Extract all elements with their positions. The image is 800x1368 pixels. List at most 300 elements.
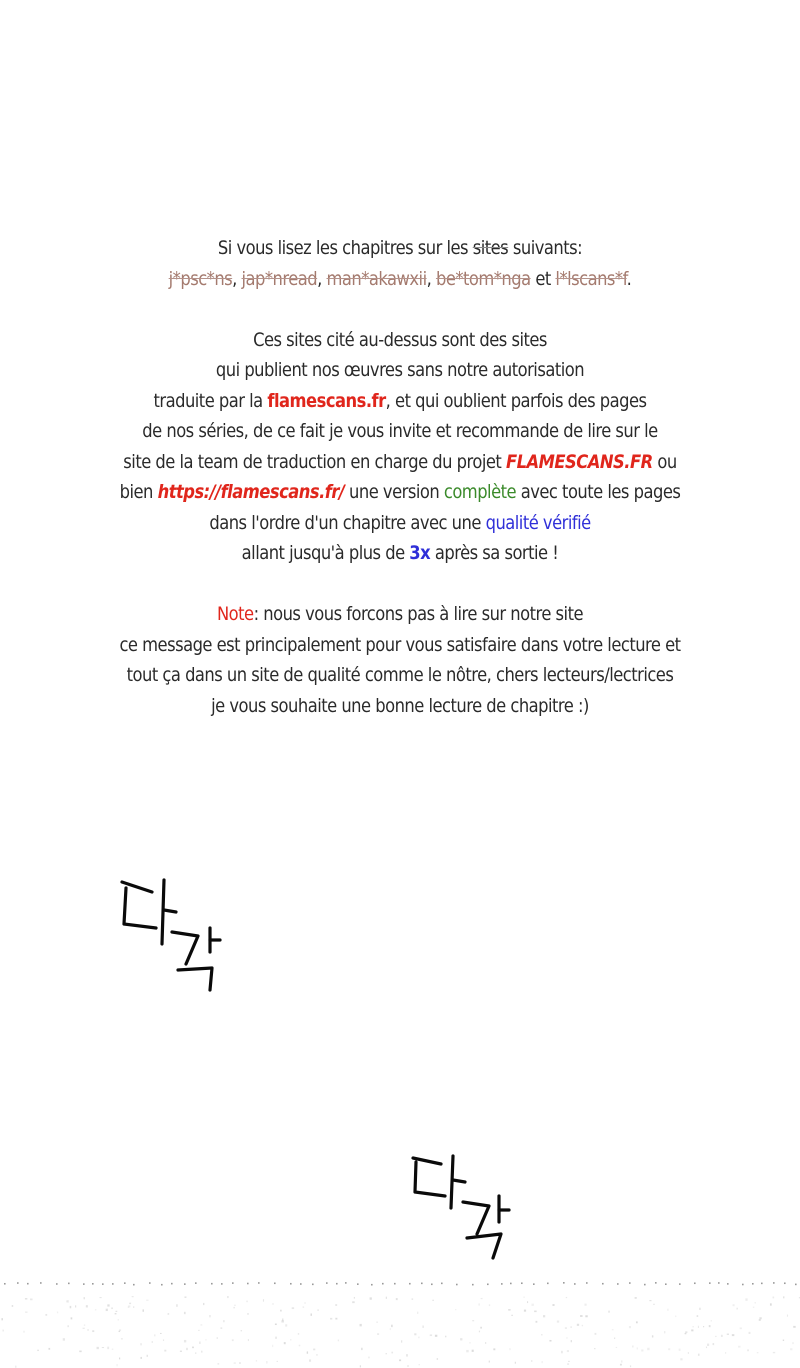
noise-dot bbox=[469, 1342, 471, 1343]
noise-dot bbox=[770, 1303, 772, 1305]
noise-dot bbox=[629, 1282, 631, 1284]
noise-dot bbox=[479, 1303, 480, 1305]
noise-dot bbox=[370, 1297, 372, 1299]
notice-line-3: Ces sites cité au-dessus sont des sites bbox=[253, 328, 547, 351]
noise-dot bbox=[534, 1311, 536, 1313]
noise-dot bbox=[709, 1282, 711, 1284]
noise-dot bbox=[149, 1282, 151, 1284]
blocked-site-2: jap*nread bbox=[241, 267, 318, 290]
noise-dot bbox=[435, 1335, 437, 1337]
noise-dot bbox=[754, 1302, 756, 1303]
noise-dot bbox=[117, 1364, 118, 1366]
noise-dot bbox=[232, 1282, 234, 1284]
noise-dot bbox=[430, 1334, 432, 1336]
noise-dot bbox=[595, 1333, 597, 1335]
noise-dot bbox=[493, 1348, 495, 1350]
noise-dot bbox=[542, 1361, 543, 1363]
noise-dot bbox=[180, 1351, 182, 1352]
noise-dot bbox=[759, 1317, 761, 1319]
noise-dot bbox=[241, 1330, 242, 1331]
noise-dot bbox=[354, 1297, 355, 1299]
noise-dot bbox=[330, 1318, 332, 1320]
notice-text: : nous vous forcons pas à lire sur notre site bbox=[253, 603, 584, 625]
noise-dot bbox=[721, 1335, 723, 1337]
noise-dot bbox=[84, 1324, 85, 1326]
noise-dot bbox=[107, 1304, 109, 1306]
noise-dot bbox=[423, 1326, 424, 1328]
noise-dot bbox=[192, 1347, 194, 1349]
noise-dot bbox=[2, 1330, 4, 1332]
noise-dot bbox=[586, 1282, 588, 1284]
noise-dot bbox=[715, 1336, 716, 1337]
noise-dot bbox=[577, 1324, 579, 1326]
notice-text: bien bbox=[119, 481, 158, 503]
noise-dot bbox=[184, 1283, 186, 1285]
noise-dot bbox=[432, 1300, 434, 1301]
noise-dot bbox=[552, 1304, 554, 1306]
noise-dot bbox=[692, 1326, 694, 1327]
noise-dot bbox=[338, 1340, 339, 1342]
noise-dot bbox=[501, 1283, 503, 1285]
noise-dot bbox=[675, 1316, 676, 1318]
noise-dot bbox=[541, 1334, 542, 1335]
noise-dot bbox=[48, 1348, 50, 1350]
noise-dot bbox=[1, 1318, 2, 1320]
sound-effect-drawing bbox=[112, 872, 232, 997]
noise-dot bbox=[37, 1350, 39, 1351]
noise-dot bbox=[437, 1358, 438, 1360]
noise-dot bbox=[184, 1297, 186, 1298]
noise-dot bbox=[376, 1322, 378, 1323]
sound-effect-2 bbox=[403, 1146, 523, 1271]
noise-dot bbox=[688, 1352, 689, 1353]
noise-dot bbox=[234, 1363, 236, 1364]
noise-dot bbox=[221, 1283, 223, 1285]
noise-dot bbox=[412, 1298, 414, 1299]
notice-line-6: de nos séries, de ce fait je vous invite et recommande de lire sur le bbox=[142, 420, 658, 442]
noise-dot bbox=[290, 1339, 291, 1341]
noise-dot bbox=[275, 1324, 277, 1325]
blocked-site-4: be*tom*nga bbox=[435, 267, 531, 290]
noise-dot bbox=[160, 1333, 161, 1334]
noise-dot bbox=[56, 1283, 58, 1285]
noise-dot bbox=[317, 1310, 319, 1311]
noise-dot bbox=[133, 1306, 134, 1307]
noise-dot bbox=[401, 1340, 402, 1342]
noise-dot bbox=[585, 1315, 587, 1317]
notice-line-10 bbox=[56, 538, 744, 569]
noise-dot bbox=[285, 1324, 287, 1326]
noise-dot bbox=[629, 1326, 631, 1328]
noise-dot bbox=[23, 1331, 25, 1333]
noise-dot bbox=[487, 1283, 489, 1285]
noise-dot bbox=[152, 1341, 153, 1342]
noise-dot bbox=[292, 1307, 294, 1309]
noise-dot bbox=[87, 1329, 89, 1330]
noise-dot bbox=[679, 1283, 681, 1285]
noise-dot bbox=[653, 1304, 654, 1305]
noise-dot bbox=[217, 1337, 218, 1338]
noise-dot bbox=[84, 1297, 85, 1299]
noise-dot bbox=[121, 1338, 123, 1339]
noise-dot bbox=[749, 1332, 751, 1334]
noise-dot bbox=[727, 1334, 729, 1335]
noise-dot bbox=[543, 1315, 545, 1317]
noise-dot bbox=[621, 1360, 622, 1362]
noise-dot bbox=[795, 1284, 797, 1286]
noise-dot bbox=[733, 1304, 735, 1306]
noise-dot bbox=[106, 1309, 108, 1311]
noise-dot bbox=[201, 1324, 203, 1325]
noise-dot bbox=[472, 1284, 474, 1286]
noise-dot bbox=[248, 1339, 249, 1341]
noise-dot bbox=[515, 1362, 516, 1364]
noise-dot bbox=[531, 1304, 533, 1306]
noise-dot bbox=[326, 1282, 328, 1284]
noise-dot bbox=[184, 1312, 186, 1314]
noise-dot bbox=[63, 1338, 65, 1340]
separator: , bbox=[232, 267, 242, 290]
bottom-noise-texture bbox=[0, 1270, 800, 1368]
notice-line-2 bbox=[56, 264, 744, 295]
noise-dot bbox=[272, 1345, 273, 1347]
noise-dot bbox=[460, 1338, 462, 1340]
noise-dot bbox=[303, 1306, 305, 1307]
noise-dot bbox=[247, 1283, 249, 1285]
notice-text: après sa sortie ! bbox=[430, 542, 559, 564]
noise-dot bbox=[510, 1283, 512, 1285]
noise-dot bbox=[761, 1283, 763, 1285]
noise-dot bbox=[352, 1301, 354, 1303]
noise-dot bbox=[368, 1357, 369, 1359]
noise-dot bbox=[164, 1350, 166, 1352]
noise-dot bbox=[335, 1304, 337, 1306]
noise-dot bbox=[140, 1343, 141, 1345]
noise-dot bbox=[220, 1327, 222, 1328]
noise-dot bbox=[143, 1309, 144, 1311]
noise-dot bbox=[25, 1312, 27, 1313]
noise-dot bbox=[128, 1306, 129, 1307]
noise-dot bbox=[580, 1315, 582, 1317]
notice-line-11 bbox=[56, 599, 744, 630]
noise-dot bbox=[146, 1300, 148, 1301]
noise-dot bbox=[246, 1301, 247, 1303]
noise-dot bbox=[112, 1349, 114, 1350]
site-name-highlight: flamescans.fr bbox=[267, 389, 386, 412]
noise-dot bbox=[568, 1361, 570, 1362]
noise-dot bbox=[793, 1326, 795, 1328]
noise-dot bbox=[92, 1330, 94, 1332]
noise-dot bbox=[480, 1327, 482, 1329]
multiplier-highlight: 3x bbox=[409, 542, 431, 564]
noise-dot bbox=[563, 1282, 565, 1284]
noise-dot bbox=[557, 1321, 559, 1323]
noise-dot bbox=[665, 1283, 667, 1285]
noise-dot bbox=[17, 1282, 19, 1284]
noise-dot bbox=[67, 1300, 69, 1302]
noise-dot bbox=[316, 1354, 317, 1356]
noise-dot bbox=[742, 1284, 744, 1286]
noise-dot bbox=[223, 1320, 224, 1322]
noise-dot bbox=[284, 1342, 286, 1344]
noise-dot bbox=[275, 1337, 277, 1339]
noise-dot bbox=[357, 1283, 359, 1285]
noise-dot bbox=[119, 1331, 120, 1332]
noise-dot bbox=[408, 1365, 409, 1367]
noise-dot bbox=[361, 1348, 363, 1350]
noise-dot bbox=[234, 1307, 235, 1308]
noise-dot bbox=[479, 1331, 480, 1333]
noise-dot bbox=[752, 1283, 754, 1285]
noise-dot bbox=[30, 1298, 32, 1300]
noise-dot bbox=[45, 1314, 47, 1316]
noise-dot bbox=[481, 1298, 483, 1299]
notice-text: dans l'ordre d'un chapitre avec une bbox=[209, 511, 486, 534]
noise-dot bbox=[247, 1313, 249, 1315]
noise-dot bbox=[386, 1353, 387, 1354]
noise-dot bbox=[70, 1306, 72, 1308]
noise-dot bbox=[124, 1282, 126, 1284]
noise-dot bbox=[371, 1284, 373, 1286]
noise-dot bbox=[112, 1283, 114, 1285]
noise-dot bbox=[614, 1338, 615, 1339]
separator: , bbox=[426, 267, 436, 290]
noise-dot bbox=[86, 1305, 88, 1307]
noise-dot bbox=[12, 1305, 13, 1307]
noise-dot bbox=[753, 1307, 754, 1308]
noise-dot bbox=[313, 1349, 315, 1351]
separator: . bbox=[626, 267, 632, 290]
noise-dot bbox=[116, 1311, 118, 1312]
noise-dot bbox=[456, 1284, 458, 1286]
noise-dot bbox=[533, 1283, 535, 1285]
noise-dot bbox=[290, 1283, 292, 1285]
noise-dot bbox=[176, 1304, 177, 1306]
noise-dot bbox=[27, 1283, 29, 1285]
noise-dot bbox=[203, 1303, 204, 1305]
noise-dot bbox=[195, 1352, 196, 1354]
noise-dot bbox=[186, 1348, 187, 1350]
noise-dot bbox=[489, 1361, 490, 1363]
noise-dot bbox=[198, 1330, 199, 1331]
noise-dot bbox=[232, 1339, 234, 1341]
blocked-site-1: j*psc*ns bbox=[168, 267, 233, 290]
noise-dot bbox=[637, 1347, 638, 1349]
noise-dot bbox=[584, 1304, 586, 1306]
noise-dot bbox=[680, 1358, 682, 1360]
noise-dot bbox=[399, 1359, 401, 1361]
noise-dot bbox=[163, 1339, 164, 1340]
noise-dot bbox=[299, 1345, 301, 1347]
noise-dot bbox=[524, 1310, 526, 1312]
noise-dot bbox=[312, 1284, 314, 1286]
noise-dot bbox=[111, 1307, 112, 1309]
noise-dot bbox=[335, 1318, 337, 1320]
noise-dot bbox=[199, 1341, 200, 1343]
noise-dot bbox=[709, 1325, 711, 1327]
noise-dot bbox=[655, 1282, 657, 1284]
noise-dot bbox=[711, 1320, 712, 1321]
noise-dot bbox=[418, 1337, 419, 1339]
noise-dot bbox=[75, 1305, 76, 1307]
noise-dot bbox=[280, 1310, 281, 1312]
noise-dot bbox=[140, 1357, 142, 1359]
noise-dot bbox=[119, 1358, 120, 1360]
noise-dot bbox=[547, 1283, 549, 1285]
noise-dot bbox=[382, 1283, 384, 1285]
noise-dot bbox=[566, 1297, 567, 1298]
notice-line-12: ce message est principalement pour vous satisfaire dans votre lecture et bbox=[119, 633, 681, 656]
noise-dot bbox=[536, 1321, 538, 1323]
noise-dot bbox=[277, 1361, 278, 1362]
noise-dot bbox=[258, 1282, 260, 1284]
notice-text: avec toute les pages bbox=[516, 481, 681, 503]
notice-text: une version bbox=[344, 481, 444, 503]
noise-dot bbox=[68, 1325, 69, 1327]
blocked-site-5: l*lscans*f bbox=[555, 267, 627, 290]
noise-dot bbox=[307, 1352, 308, 1354]
noise-dot bbox=[309, 1359, 311, 1361]
notice-line-14: je vous souhaite une bonne lecture de chapitre :) bbox=[211, 694, 589, 717]
noise-dot bbox=[92, 1283, 94, 1285]
noise-dot bbox=[521, 1282, 523, 1284]
noise-dot bbox=[304, 1302, 306, 1303]
noise-dot bbox=[15, 1366, 16, 1368]
noise-dot bbox=[97, 1347, 99, 1349]
notice-line-4: qui publient nos œuvres sans notre autorisation bbox=[215, 359, 585, 381]
noise-dot bbox=[664, 1331, 665, 1333]
notice-text: , et qui oublient parfois des pages bbox=[385, 389, 647, 412]
noise-dot bbox=[747, 1349, 749, 1351]
noise-dot bbox=[703, 1326, 704, 1327]
noise-dot bbox=[99, 1297, 101, 1298]
noise-dot bbox=[792, 1342, 793, 1344]
noise-dot bbox=[489, 1304, 490, 1306]
noise-dot bbox=[745, 1298, 747, 1300]
noise-dot bbox=[40, 1282, 42, 1284]
noise-dot bbox=[201, 1351, 202, 1353]
noise-dot bbox=[409, 1283, 411, 1285]
complete-highlight: complète bbox=[443, 481, 517, 503]
noise-dot bbox=[602, 1283, 604, 1285]
noise-dot bbox=[234, 1305, 235, 1306]
noise-dot bbox=[281, 1320, 283, 1322]
noise-dot bbox=[617, 1283, 619, 1285]
noise-dot bbox=[698, 1326, 699, 1328]
noise-dot bbox=[570, 1327, 571, 1328]
noise-dot bbox=[184, 1340, 186, 1342]
noise-dot bbox=[698, 1354, 700, 1356]
noise-dot bbox=[118, 1319, 119, 1320]
sound-effect-1 bbox=[112, 872, 232, 997]
noise-dot bbox=[441, 1283, 443, 1285]
noise-dot bbox=[396, 1298, 398, 1300]
noise-dot bbox=[561, 1351, 562, 1353]
noise-dot bbox=[345, 1282, 347, 1284]
noise-dot bbox=[71, 1317, 73, 1319]
noise-dot bbox=[79, 1351, 81, 1353]
noise-dot bbox=[740, 1327, 742, 1329]
noise-dot bbox=[205, 1339, 206, 1340]
noise-dot bbox=[594, 1348, 595, 1349]
noise-dot bbox=[300, 1283, 302, 1285]
noise-dot bbox=[566, 1337, 567, 1338]
noise-dot bbox=[391, 1352, 393, 1354]
blocked-site-3: man*akawxii bbox=[326, 267, 427, 290]
noise-dot bbox=[582, 1325, 583, 1326]
notice-line-1 bbox=[56, 233, 744, 264]
sound-effect-drawing bbox=[403, 1146, 523, 1271]
noise-dot bbox=[636, 1321, 638, 1323]
noise-dot bbox=[707, 1344, 709, 1346]
noise-dot bbox=[649, 1300, 651, 1301]
noise-dot bbox=[630, 1365, 631, 1367]
noise-dot bbox=[472, 1350, 474, 1352]
noise-dot bbox=[445, 1336, 446, 1338]
separator: , bbox=[317, 267, 327, 290]
noise-dot bbox=[790, 1348, 792, 1350]
noise-dot bbox=[455, 1309, 456, 1310]
noise-dot bbox=[620, 1364, 622, 1366]
noise-dot bbox=[168, 1313, 170, 1314]
noise-dot bbox=[567, 1363, 569, 1365]
noise-dot bbox=[4, 1283, 6, 1285]
notice-text: allant jusqu'à plus de bbox=[241, 542, 410, 564]
noise-dot bbox=[759, 1319, 761, 1321]
noise-dot bbox=[102, 1347, 104, 1348]
noise-dot bbox=[390, 1328, 391, 1330]
noise-dot bbox=[738, 1346, 740, 1348]
translator-notice bbox=[56, 233, 744, 721]
notice-line-9 bbox=[56, 508, 744, 539]
notice-line-5 bbox=[56, 386, 744, 417]
noise-dot bbox=[171, 1283, 173, 1285]
noise-dot bbox=[697, 1315, 699, 1317]
noise-dot bbox=[685, 1333, 687, 1334]
noise-dot bbox=[274, 1282, 276, 1284]
noise-dot bbox=[195, 1282, 197, 1284]
noise-dot bbox=[391, 1325, 393, 1327]
noise-dot bbox=[509, 1348, 510, 1350]
site-url: https://flamescans.fr/ bbox=[157, 481, 345, 503]
noise-dot bbox=[107, 1347, 109, 1349]
noise-dot bbox=[668, 1348, 670, 1350]
noise-dot bbox=[266, 1361, 268, 1363]
noise-dot bbox=[694, 1282, 696, 1284]
noise-dot bbox=[256, 1360, 257, 1361]
noise-dot bbox=[394, 1283, 396, 1285]
noise-dot bbox=[773, 1297, 775, 1299]
noise-dot bbox=[377, 1333, 379, 1334]
notice-text: traduite par la bbox=[153, 389, 268, 412]
noise-dot bbox=[667, 1309, 668, 1311]
noise-dot bbox=[419, 1364, 420, 1365]
noise-dot bbox=[706, 1347, 707, 1349]
noise-dot bbox=[685, 1331, 687, 1333]
noise-dot bbox=[783, 1340, 784, 1341]
noise-dot bbox=[567, 1350, 569, 1352]
noise-dot bbox=[298, 1333, 299, 1335]
notice-line-7 bbox=[56, 447, 744, 478]
noise-dot bbox=[272, 1303, 274, 1304]
noise-dot bbox=[360, 1365, 361, 1367]
noise-dot bbox=[154, 1334, 155, 1336]
noise-dot bbox=[360, 1324, 362, 1326]
noise-dot bbox=[95, 1309, 96, 1310]
noise-dot bbox=[161, 1284, 163, 1286]
noise-dot bbox=[431, 1283, 433, 1285]
notice-line-8 bbox=[56, 477, 744, 508]
